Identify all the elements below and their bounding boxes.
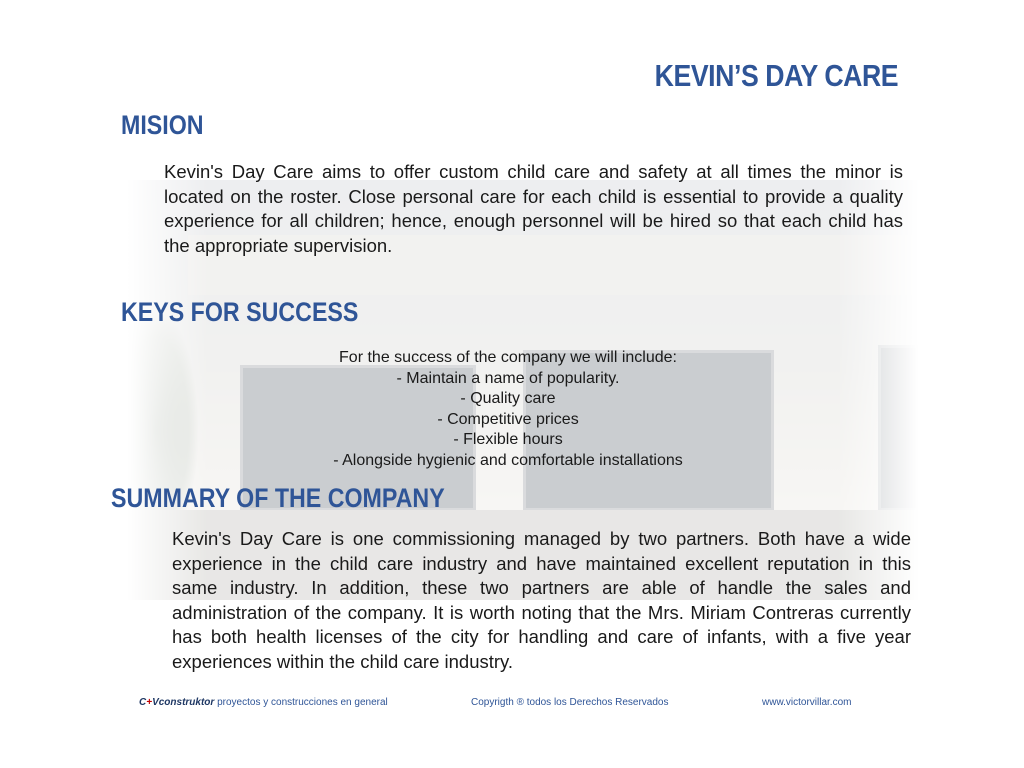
footer-tagline: proyectos y construcciones en general [217,697,388,708]
list-item: - Quality care [460,390,556,408]
summary-text: Kevin's Day Care is one commissioning managed by two partners. Both have a wide experience in the child care industry and have maintained excellent reputation in this same industry. In addition, these two partners are able of handle the sales and administration of the company. It is worth noting that the Mrs. Miriam Contreras currently has both health licenses of the city for handling and care of infants, with a five year experiences within the child care industry. [172,528,911,672]
summary-heading: SUMMARY OF THE COMPANY [111,483,445,513]
keys-intro: For the success of the company we will include: [339,349,677,366]
footer-website-link[interactable]: www.victorvillar.com [762,697,852,708]
footer-copyright: Copyrigth ® todos los Derechos Reservados [471,697,669,708]
list-item: - Flexible hours [453,431,563,449]
footer-brand [139,697,388,708]
keys-heading: KEYS FOR SUCCESS [121,297,359,327]
keys-list [300,369,716,472]
brand-letter: C [139,697,147,708]
mision-heading: MISION [121,110,204,140]
list-item: - Alongside hygienic and comfortable installations [333,451,683,469]
list-item: - Maintain a name of popularity. [396,369,620,387]
page-title: KEVIN’S DAY CARE [654,58,898,93]
brand-plus: + [146,697,153,708]
brand-name: Vconstruktor [152,697,215,708]
mision-text: Kevin's Day Care aims to offer custom child care and safety at all times the minor is located on the roster. Close personal care for each child is essential to provide a quality experience for all children; hence, enough personnel will be hired so that each child has the appropriate supervision. [164,161,903,256]
keys-list-block [300,348,716,472]
brand-logo [139,697,214,708]
list-item: - Competitive prices [437,410,579,428]
